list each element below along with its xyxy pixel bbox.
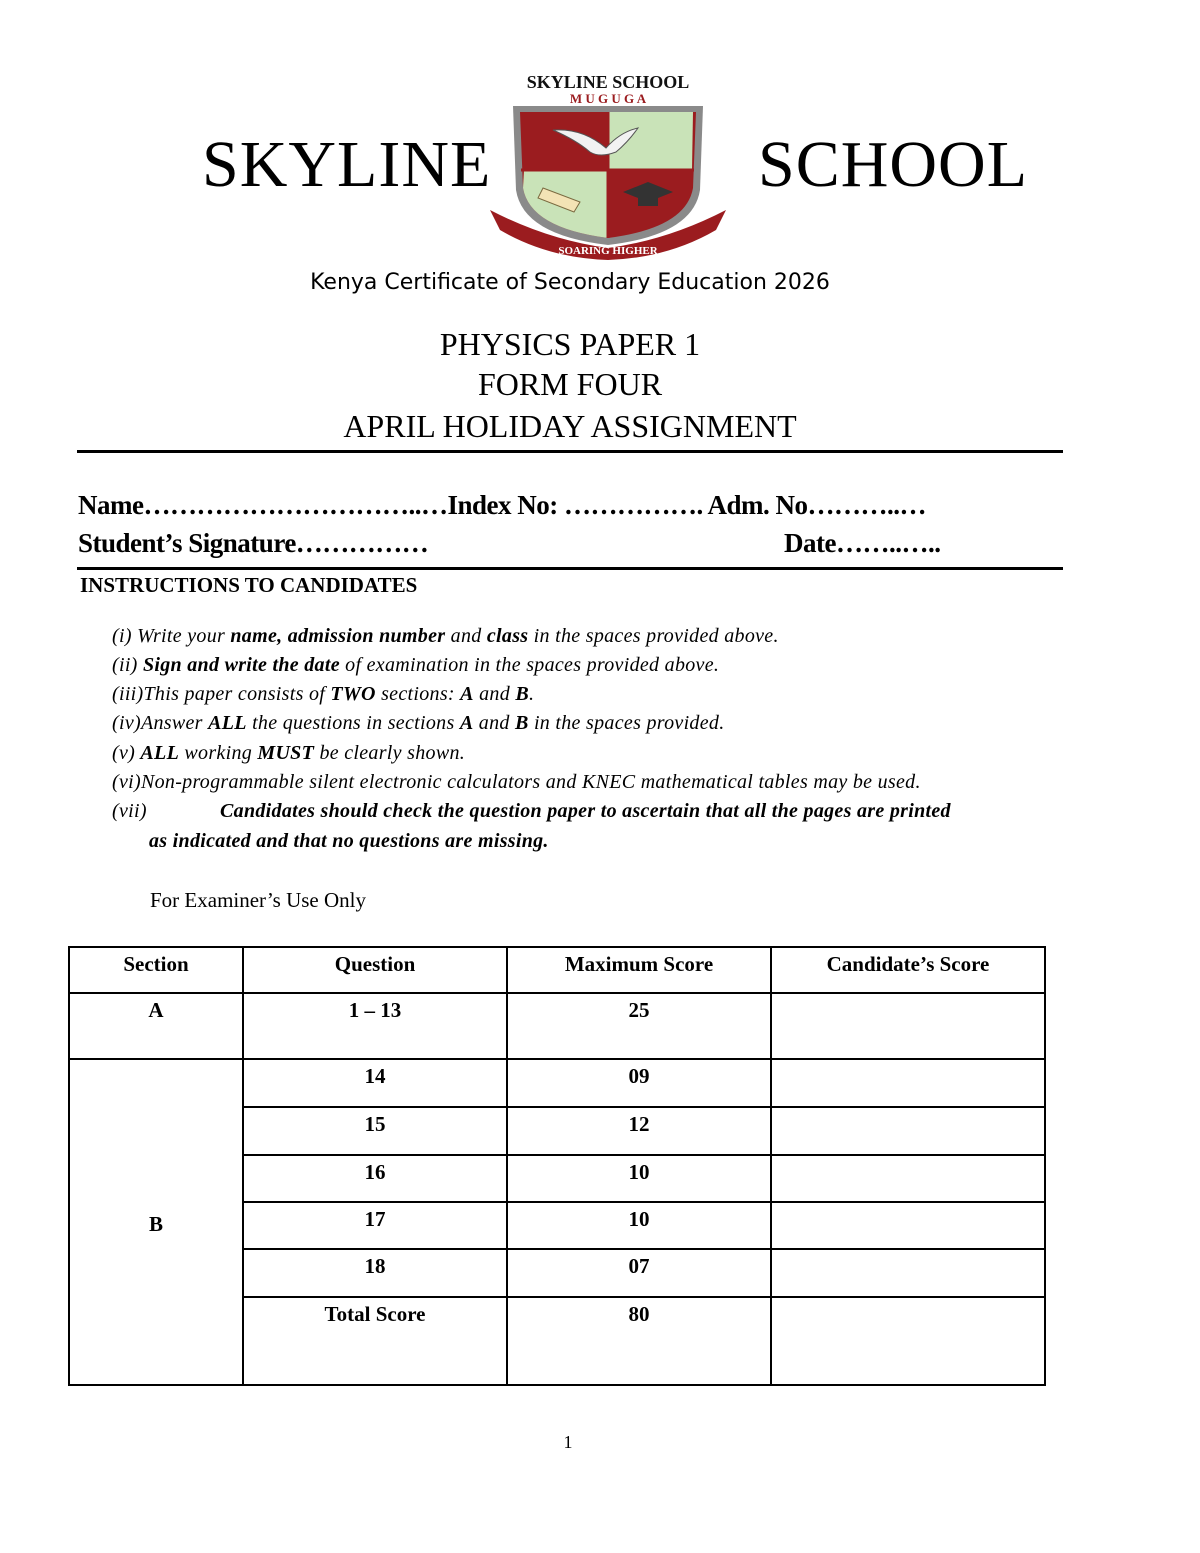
candidate-score-cell[interactable] [771,1155,1045,1202]
section-b-cell: B [69,1059,243,1385]
table-row [69,1059,1045,1107]
question-cell: 1 – 13 [243,993,507,1059]
candidate-score-cell[interactable] [771,1059,1045,1107]
question-cell: 17 [243,1202,507,1249]
instruction-vi: (vi)Non-programmable silent electronic calculators and KNEC mathematical tables may be used. [112,771,921,793]
crest-motto: SOARING HIGHER [558,245,658,257]
candidate-score-cell[interactable] [771,993,1045,1059]
question-cell: 14 [243,1059,507,1107]
instruction-i: (i) Write your name, admission number and class in the spaces provided above. [112,625,779,647]
school-crest-logo [488,70,728,260]
table-header-row [69,947,1045,993]
total-label-cell: Total Score [243,1297,507,1385]
section-a-cell: A [69,993,243,1059]
header-max-score: Maximum Score [507,947,771,993]
page-number: 1 [563,1432,573,1452]
instruction-ii: (ii) Sign and write the date of examination in the spaces provided above. [112,654,720,676]
candidate-score-cell[interactable] [771,1249,1045,1297]
max-score-cell: 07 [507,1249,771,1297]
instruction-iii: (iii)This paper consists of TWO sections: A and B. [112,683,535,705]
crest-sub-text: M U G U G A [569,91,647,106]
divider-bottom [77,567,1063,570]
total-max-cell: 80 [507,1297,771,1385]
candidate-details-row: Name…………………………..…Index No: ……………. Adm. No………..… [78,490,927,520]
instruction-iv: (iv)Answer ALL the questions in sections A and B in the spaces provided. [112,712,725,734]
assignment-title: APRIL HOLIDAY ASSIGNMENT [343,408,797,444]
max-score-cell: 09 [507,1059,771,1107]
header-question: Question [243,947,507,993]
question-cell: 15 [243,1107,507,1155]
header-section: Section [69,947,243,993]
date-field: Date……..….. [784,528,941,558]
instruction-vii: (vii) Candidates should check the question paper to ascertain that all the pages are printed [112,800,951,822]
paper-title: PHYSICS PAPER 1 [439,326,701,362]
candidate-score-cell[interactable] [771,1107,1045,1155]
school-name-left: SKYLINE [202,128,492,201]
crest-top-text: SKYLINE SCHOOL [526,72,690,92]
divider-top [77,450,1063,453]
form-title: FORM FOUR [477,366,663,402]
school-name-right: SCHOOL [758,128,1029,201]
instruction-vii-continued: as indicated and that no questions are missing. [149,830,549,852]
student-signature-field: Student’s Signature…………… [78,528,429,558]
signature-row [78,528,941,559]
question-cell: 16 [243,1155,507,1202]
header-candidate-score: Candidate’s Score [771,947,1045,993]
candidate-score-cell[interactable] [771,1202,1045,1249]
table-row [69,993,1045,1059]
question-cell: 18 [243,1249,507,1297]
max-score-cell: 12 [507,1107,771,1155]
total-score-cell[interactable] [771,1297,1045,1385]
max-score-cell: 10 [507,1155,771,1202]
exam-board-title: Kenya Certificate of Secondary Education 2026 [310,270,830,295]
instructions-heading: INSTRUCTIONS TO CANDIDATES [80,573,418,597]
max-score-cell: 25 [507,993,771,1059]
score-table [68,946,1046,1386]
instruction-v: (v) ALL working MUST be clearly shown. [112,742,466,764]
max-score-cell: 10 [507,1202,771,1249]
examiner-label: For Examiner’s Use Only [150,888,366,912]
